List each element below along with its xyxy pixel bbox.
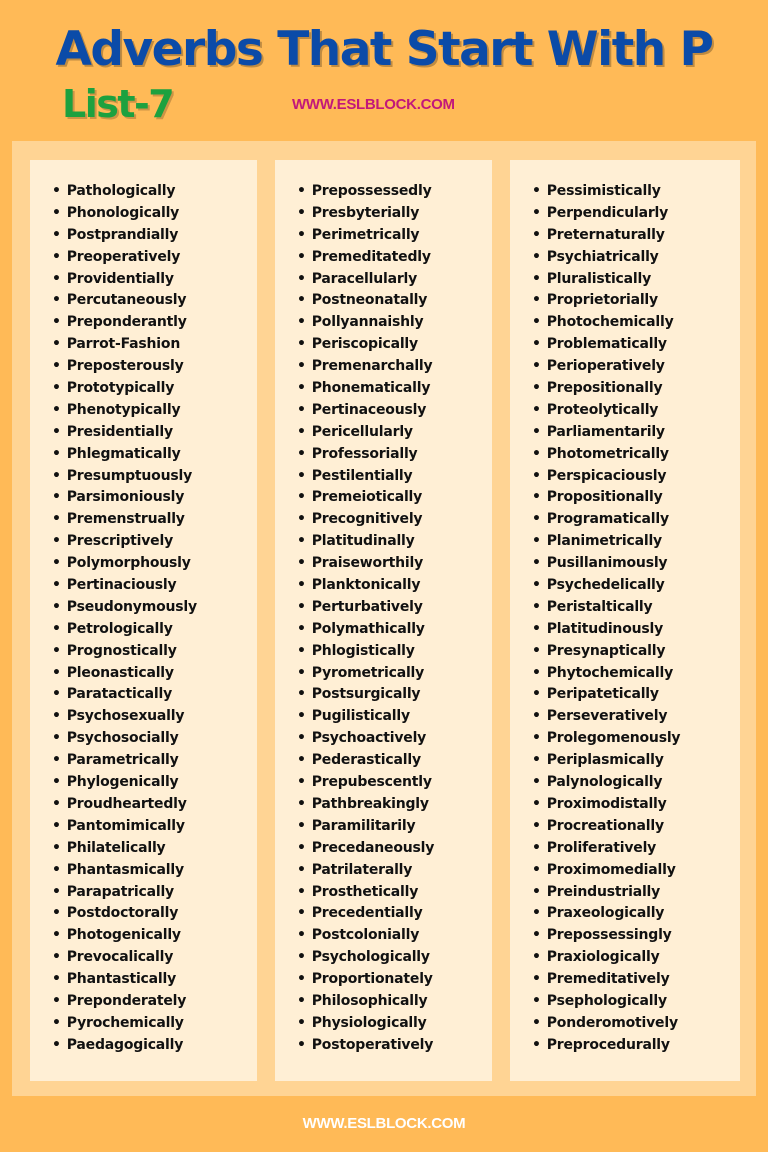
list-item: • Physiologically <box>311 1013 434 1035</box>
list-item: • Praiseworthily <box>311 553 434 575</box>
list-item: • Premenarchally <box>311 356 434 378</box>
list-item: • Perpendicularly <box>546 203 680 225</box>
list-item: • Pestilentially <box>311 466 434 488</box>
list-item: • Postneonatally <box>311 290 434 312</box>
list-item: • Palynologically <box>546 772 680 794</box>
list-item: • Postoperatively <box>311 1035 434 1057</box>
list-item: • Prolegomenously <box>546 728 680 750</box>
list-item: • Pluralistically <box>546 269 680 291</box>
list-item: • Phantastically <box>66 969 197 991</box>
list-item: • Procreationally <box>546 816 680 838</box>
list-item: • Parapatrically <box>66 882 197 904</box>
list-item: • Praxiologically <box>546 947 680 969</box>
list-item: • Prepositionally <box>546 378 680 400</box>
list-item: • Professorially <box>311 444 434 466</box>
list-item: • Psychosocially <box>66 728 197 750</box>
list-item: • Paramilitarily <box>311 816 434 838</box>
word-column-1 <box>30 160 257 1081</box>
list-item: • Phytochemically <box>546 663 680 685</box>
list-item: • Pollyannaishly <box>311 312 434 334</box>
list-item: • Pessimistically <box>546 181 680 203</box>
list-item: • Perturbatively <box>311 597 434 619</box>
list-item: • Parametrically <box>66 750 197 772</box>
list-item: • Psychiatrically <box>546 247 680 269</box>
list-item: • Periscopically <box>311 334 434 356</box>
list-item: • Pseudonymously <box>66 597 197 619</box>
list-item: • Prepossessedly <box>311 181 434 203</box>
list-item: • Perspicaciously <box>546 466 680 488</box>
list-item: • Premeditatively <box>546 969 680 991</box>
list-item: • Pathologically <box>66 181 197 203</box>
list-number-label: List-7 <box>62 82 174 126</box>
list-item: • Philatelically <box>66 838 197 860</box>
list-item: • Polymorphously <box>66 553 197 575</box>
list-item: • Precedentially <box>311 903 434 925</box>
list-item: • Peripatetically <box>546 684 680 706</box>
website-link-bottom[interactable]: WWW.ESLBLOCK.COM <box>302 1115 466 1132</box>
list-item: • Phlogistically <box>311 641 434 663</box>
list-item: • Problematically <box>546 334 680 356</box>
list-item: • Pederastically <box>311 750 434 772</box>
list-item: • Psychosexually <box>66 706 197 728</box>
list-item: • Pusillanimously <box>546 553 680 575</box>
list-item: • Psychedelically <box>546 575 680 597</box>
list-item: • Peristaltically <box>546 597 680 619</box>
list-item: • Platitudinously <box>546 619 680 641</box>
list-item: • Phantasmically <box>66 860 197 882</box>
list-item: • Photometrically <box>546 444 680 466</box>
list-item: • Pugilistically <box>311 706 434 728</box>
list-item: • Philosophically <box>311 991 434 1013</box>
list-item: • Prepubescently <box>311 772 434 794</box>
list-item: • Programatically <box>546 509 680 531</box>
list-item: • Parliamentarily <box>546 422 680 444</box>
list-item: • Photogenically <box>66 925 197 947</box>
list-item: • Presumptuously <box>66 466 197 488</box>
list-item: • Prosthetically <box>311 882 434 904</box>
list-item: • Platitudinally <box>311 531 434 553</box>
list-item: • Ponderomotively <box>546 1013 680 1035</box>
word-list-2 <box>311 181 434 1057</box>
list-item: • Proudheartedly <box>66 794 197 816</box>
list-item: • Presidentially <box>66 422 197 444</box>
list-item: • Pathbreakingly <box>311 794 434 816</box>
word-column-2 <box>275 160 492 1081</box>
list-item: • Prevocalically <box>66 947 197 969</box>
list-item: • Postcolonially <box>311 925 434 947</box>
list-item: • Pyrometrically <box>311 663 434 685</box>
list-item: • Petrologically <box>66 619 197 641</box>
list-item: • Paedagogically <box>66 1035 197 1057</box>
list-item: • Pertinaciously <box>66 575 197 597</box>
list-item: • Phonologically <box>66 203 197 225</box>
list-item: • Perioperatively <box>546 356 680 378</box>
list-item: • Premeiotically <box>311 487 434 509</box>
list-item: • Prepossessingly <box>546 925 680 947</box>
list-item: • Prototypically <box>66 378 197 400</box>
list-item: • Prescriptively <box>66 531 197 553</box>
word-list-1 <box>66 181 197 1057</box>
list-item: • Phlegmatically <box>66 444 197 466</box>
list-item: • Photochemically <box>546 312 680 334</box>
list-item: • Postsurgically <box>311 684 434 706</box>
list-item: • Precedaneously <box>311 838 434 860</box>
list-item: • Patrilaterally <box>311 860 434 882</box>
list-item: • Preponderately <box>66 991 197 1013</box>
list-item: • Prognostically <box>66 641 197 663</box>
list-item: • Phenotypically <box>66 400 197 422</box>
list-item: • Preoperatively <box>66 247 197 269</box>
list-item: • Postdoctorally <box>66 903 197 925</box>
list-item: • Polymathically <box>311 619 434 641</box>
list-item: • Psychoactively <box>311 728 434 750</box>
list-item: • Phylogenically <box>66 772 197 794</box>
list-item: • Precognitively <box>311 509 434 531</box>
list-item: • Parsimoniously <box>66 487 197 509</box>
list-item: • Pantomimically <box>66 816 197 838</box>
list-item: • Proteolytically <box>546 400 680 422</box>
list-item: • Propositionally <box>546 487 680 509</box>
list-item: • Paratactically <box>66 684 197 706</box>
list-item: • Proliferatively <box>546 838 680 860</box>
list-item: • Phonematically <box>311 378 434 400</box>
list-item: • Preponderantly <box>66 312 197 334</box>
list-item: • Percutaneously <box>66 290 197 312</box>
list-item: • Pyrochemically <box>66 1013 197 1035</box>
list-item: • Proprietorially <box>546 290 680 312</box>
list-item: • Psephologically <box>546 991 680 1013</box>
list-item: • Psychologically <box>311 947 434 969</box>
list-item: • Pleonastically <box>66 663 197 685</box>
list-item: • Premeditatedly <box>311 247 434 269</box>
list-item: • Premenstrually <box>66 509 197 531</box>
list-item: • Proximomedially <box>546 860 680 882</box>
word-column-3 <box>510 160 740 1081</box>
list-item: • Proximodistally <box>546 794 680 816</box>
list-item: • Presynaptically <box>546 641 680 663</box>
list-item: • Preindustrially <box>546 882 680 904</box>
list-item: • Paracellularly <box>311 269 434 291</box>
list-item: • Proportionately <box>311 969 434 991</box>
list-item: • Perseveratively <box>546 706 680 728</box>
list-item: • Preternaturally <box>546 225 680 247</box>
list-item: • Planktonically <box>311 575 434 597</box>
list-item: • Praxeologically <box>546 903 680 925</box>
list-item: • Parrot-Fashion <box>66 334 197 356</box>
list-item: • Pericellularly <box>311 422 434 444</box>
page-title: Adverbs That Start With P <box>55 22 713 77</box>
list-item: • Periplasmically <box>546 750 680 772</box>
list-item: • Presbyterially <box>311 203 434 225</box>
list-item: • Postprandially <box>66 225 197 247</box>
list-item: • Planimetrically <box>546 531 680 553</box>
website-link-top[interactable]: WWW.ESLBLOCK.COM <box>292 96 455 113</box>
list-item: • Preposterously <box>66 356 197 378</box>
list-item: • Perimetrically <box>311 225 434 247</box>
list-item: • Providentially <box>66 269 197 291</box>
list-item: • Pertinaceously <box>311 400 434 422</box>
word-list-3 <box>546 181 680 1057</box>
list-item: • Preprocedurally <box>546 1035 680 1057</box>
